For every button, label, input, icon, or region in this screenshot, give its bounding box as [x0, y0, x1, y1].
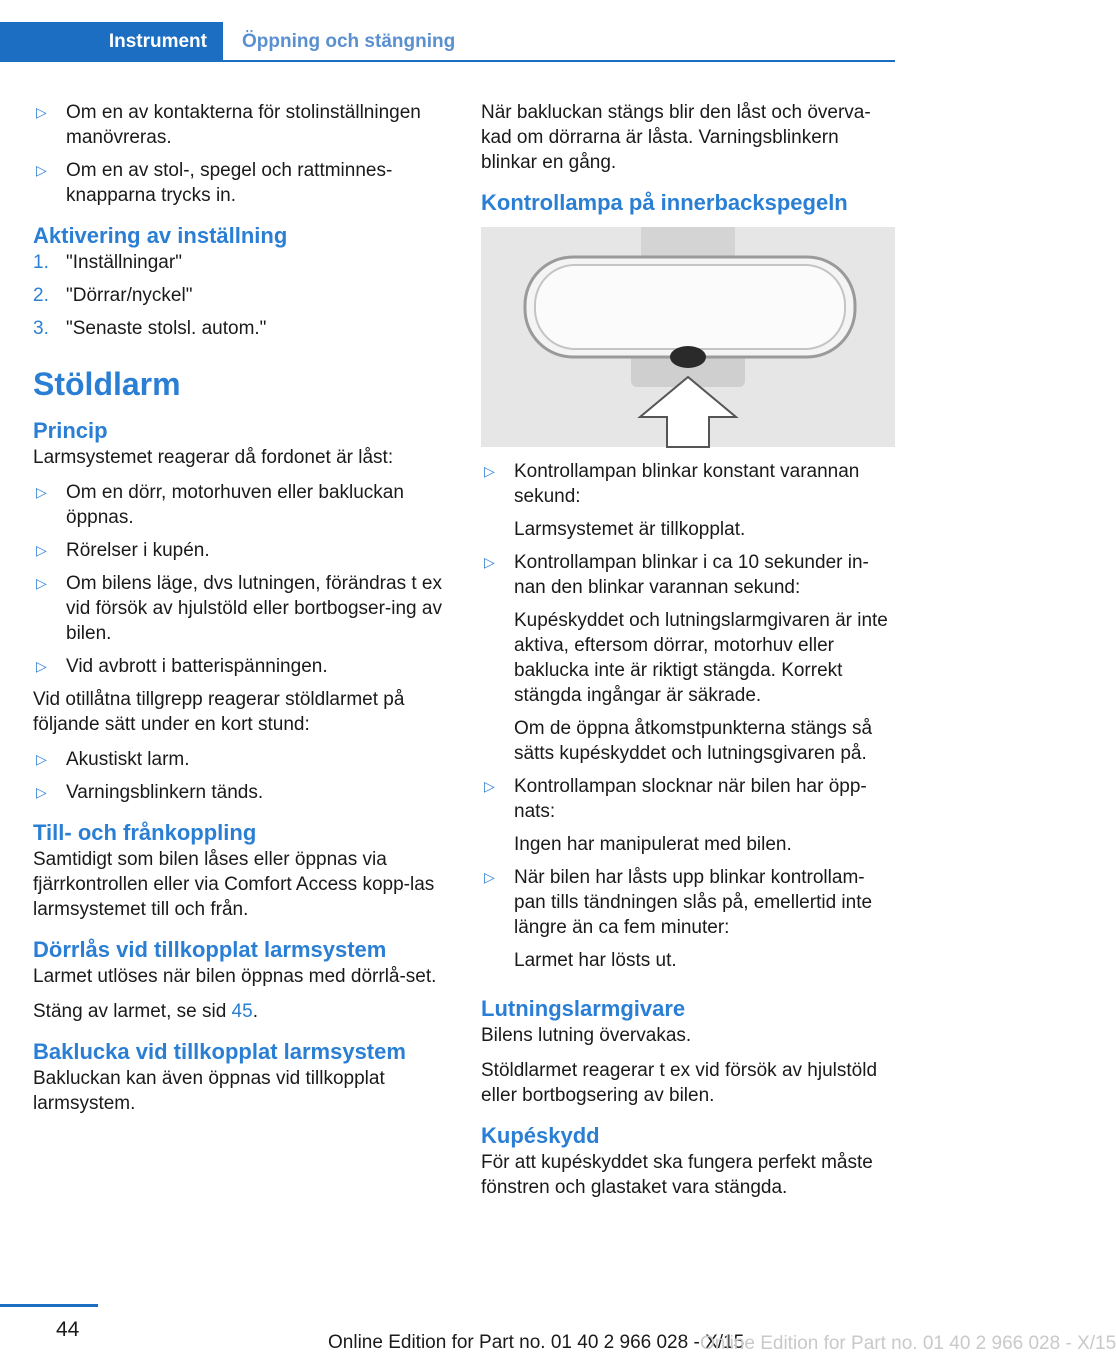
toggle-heading: Till- och frånkoppling	[33, 820, 257, 845]
toggle-text: Samtidigt som bilen låses eller öppnas via fjärrkontrollen eller via Comfort Access kopp-las larmsystemet till och från.	[33, 849, 435, 920]
right-column	[481, 100, 895, 1210]
list-item: ▷ Kontrollampan blinkar i ca 10 sekunder in-nan den blinkar varannan sekund: Kupéskyddet och lutningslarmgivaren är inte aktiva, eftersom dörrar, motorhuv eller baklucka inte är riktigt stängda. Korrekt stängda ingångar är säkrade. Om de öppna åtkomstpunkterna stängs så sätts kupéskyddet och lutningsgivaren på.	[484, 552, 888, 764]
triangle-bullet-icon: ▷	[484, 869, 495, 885]
footer-rule	[0, 1304, 98, 1307]
cabin-heading: Kupéskydd	[481, 1123, 600, 1148]
rearview-mirror-icon	[481, 227, 895, 447]
list-item: ▷ Varningsblinkern tänds.	[36, 782, 264, 803]
section-title: Stöldlarm	[33, 366, 181, 402]
tilt-text: Bilens lutning övervakas.	[481, 1025, 692, 1046]
list-item: ▷ Om en av kontakterna för stolinställningen manövreras.	[36, 102, 421, 148]
tailgate-text: Bakluckan kan även öppnas vid tillkopplat larmsystem.	[33, 1068, 385, 1114]
cabin-text: För att kupéskyddet ska fungera perfekt måste fönstren och glastaket vara stängda.	[481, 1152, 873, 1198]
tailgate-heading: Baklucka vid tillkopplat larmsystem	[33, 1039, 406, 1064]
page-header	[0, 0, 960, 64]
list-item: ▷ Kontrollampan slocknar när bilen har öpp-nats: Ingen har manipulerat med bilen.	[484, 776, 867, 855]
header-rule	[223, 60, 895, 62]
list-item: ▷ Kontrollampan blinkar konstant varannan sekund: Larmsystemet är tillkopplat.	[484, 461, 860, 540]
watermark: Online Edition for Part no. 01 40 2 966 028 - X/15	[700, 1333, 1116, 1354]
doorlock-reference: Stäng av larmet, se sid 45.	[33, 1001, 258, 1022]
triangle-bullet-icon: ▷	[484, 554, 495, 570]
mirror-illustration	[481, 227, 895, 447]
steps-list	[33, 250, 448, 341]
list-item: 3. "Senaste stolsl. autom."	[33, 318, 267, 339]
triangle-bullet-icon: ▷	[36, 784, 47, 800]
triangle-bullet-icon: ▷	[36, 542, 47, 558]
list-item: ▷ Akustiskt larm.	[36, 749, 190, 770]
bullet-list	[481, 459, 895, 973]
triangle-bullet-icon: ▷	[484, 778, 495, 794]
tilt-text: Stöldlarmet reagerar t ex vid försök av hjulstöld eller bortbogsering av bilen.	[481, 1060, 878, 1106]
principle-heading: Princip	[33, 418, 108, 443]
triangle-bullet-icon: ▷	[36, 104, 47, 120]
bullet-list	[33, 747, 448, 805]
triangle-bullet-icon: ▷	[484, 463, 495, 479]
tab-opening-closing: Öppning och stängning	[242, 31, 456, 52]
triangle-bullet-icon: ▷	[36, 658, 47, 674]
unauthorized-text: Vid otillåtna tillgrepp reagerar stöldlarmet på följande sätt under en kort stund:	[33, 689, 405, 735]
list-item: ▷ Om bilens läge, dvs lutningen, förändras t ex vid försök av hjulstöld eller bortbogser-ing av bilen.	[36, 573, 442, 644]
page-number: 44	[56, 1318, 80, 1341]
lamp-heading: Kontrollampa på innerbackspegeln	[481, 190, 848, 215]
left-column	[33, 100, 448, 1126]
list-item: 1. "Inställningar"	[33, 252, 182, 273]
tab-instrument: Instrument	[0, 22, 223, 62]
bullet-list	[33, 100, 448, 208]
doorlock-heading: Dörrlås vid tillkopplat larmsystem	[33, 937, 387, 962]
principle-text: Larmsystemet reagerar då fordonet är låst:	[33, 447, 394, 468]
triangle-bullet-icon: ▷	[36, 484, 47, 500]
triangle-bullet-icon: ▷	[36, 751, 47, 767]
activation-heading: Aktivering av inställning	[33, 223, 288, 248]
list-item: ▷ Rörelser i kupén.	[36, 540, 210, 561]
triangle-bullet-icon: ▷	[36, 575, 47, 591]
list-item: ▷ Om en av stol-, spegel och rattminnes-knapparna trycks in.	[36, 160, 393, 206]
doorlock-text: Larmet utlöses när bilen öppnas med dörrlå-set.	[33, 966, 437, 987]
intro-text: När bakluckan stängs blir den låst och överva-kad om dörrarna är låsta. Varningsblinkern blinkar en gång.	[481, 102, 871, 173]
edition-text: Online Edition for Part no. 01 40 2 966 028 - X/15	[328, 1332, 745, 1353]
bullet-list	[33, 480, 448, 679]
tilt-heading: Lutningslarmgivare	[481, 996, 686, 1021]
list-item: ▷ Om en dörr, motorhuven eller bakluckan öppnas.	[36, 482, 404, 528]
list-item: ▷ Vid avbrott i batterispänningen.	[36, 656, 328, 677]
page-link[interactable]: 45	[231, 1001, 253, 1022]
triangle-bullet-icon: ▷	[36, 162, 47, 178]
list-item: 2. "Dörrar/nyckel"	[33, 285, 193, 306]
list-item: ▷ När bilen har låsts upp blinkar kontrollam-pan tills tändningen slås på, emellertid inte längre än ca fem minuter: Larmet har lösts ut.	[484, 867, 873, 971]
